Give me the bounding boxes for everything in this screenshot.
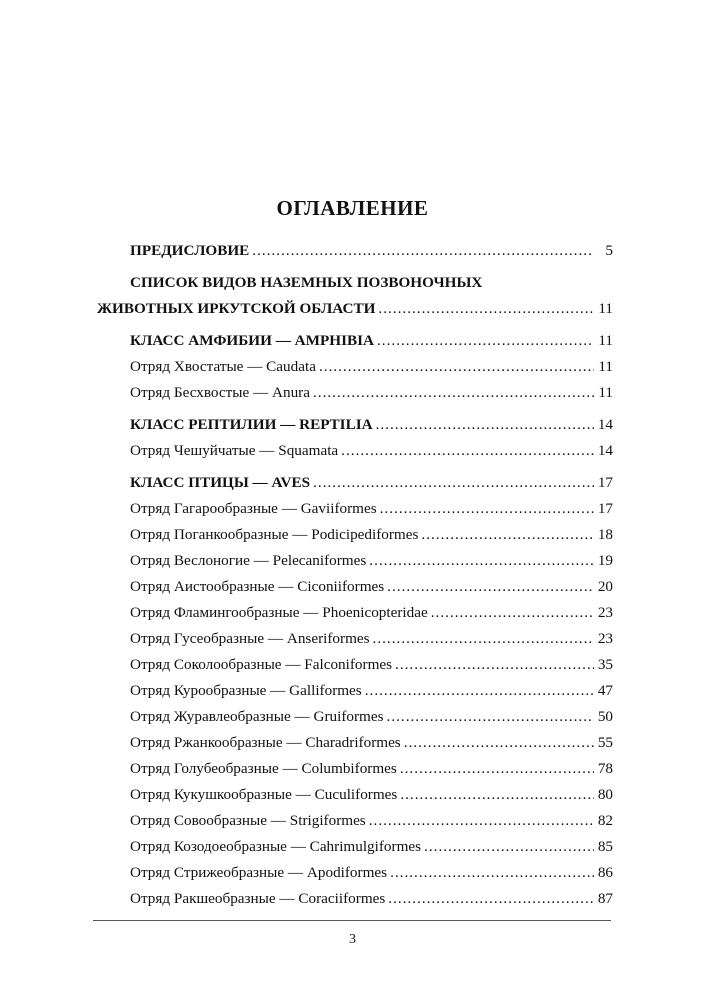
toc-entry-text: Отряд Поганкообразные — Podicipediformes — [130, 526, 419, 543]
toc-entry-text: Отряд Гусеобразные — Anseriformes — [130, 630, 370, 647]
dot-leader — [313, 470, 594, 496]
toc-page-number: 11 — [598, 358, 613, 375]
footer-divider — [93, 920, 611, 921]
toc-entry-text: Отряд Аистообразные — Ciconiiformes — [130, 578, 385, 595]
toc-entry-order[interactable] — [97, 626, 613, 652]
toc-entry-text: КЛАСС РЕПТИЛИИ — REPTILIA — [130, 416, 373, 433]
toc-entry-order[interactable] — [97, 886, 613, 912]
toc-entry-text: КЛАСС ПТИЦЫ — AVES — [130, 474, 311, 491]
toc-page-number: 5 — [605, 242, 613, 259]
dot-leader — [404, 730, 594, 756]
dot-leader — [319, 354, 594, 380]
dot-leader — [431, 600, 594, 626]
toc-entry-text: Отряд Ракшеобразные — Coraciiformes — [130, 890, 386, 907]
dot-leader — [400, 756, 594, 782]
dot-leader — [380, 496, 594, 522]
toc-page-number: 55 — [597, 734, 613, 751]
toc-entry-order[interactable] — [97, 354, 613, 380]
toc-page-number: 50 — [597, 708, 613, 725]
dot-leader — [388, 886, 594, 912]
toc-page-number: 47 — [597, 682, 613, 699]
toc-page-number: 23 — [597, 630, 613, 647]
toc-entry-order[interactable] — [97, 600, 613, 626]
dot-leader — [377, 328, 594, 354]
toc-entry-order[interactable] — [97, 438, 613, 464]
toc-entry-text: ПРЕДИСЛОВИЕ — [130, 242, 250, 259]
toc-page-number: 35 — [597, 656, 613, 673]
toc-entry-order[interactable] — [97, 652, 613, 678]
dot-leader — [421, 522, 594, 548]
toc-page-number: 11 — [598, 300, 613, 317]
dot-leader — [376, 412, 594, 438]
toc-page-number: 11 — [598, 332, 613, 349]
dot-leader — [341, 438, 594, 464]
toc-entry-text: КЛАСС АМФИБИИ — AMPHIBIA — [130, 332, 374, 349]
dot-leader — [390, 860, 594, 886]
dot-leader — [387, 704, 594, 730]
toc-entry-text: Отряд Кукушкообразные — Cuculiformes — [130, 786, 398, 803]
toc-entry-text: Отряд Курообразные — Galliformes — [130, 682, 362, 699]
toc-page-number: 17 — [597, 500, 613, 517]
toc-entry-text: Отряд Бесхвостые — Anura — [130, 384, 310, 401]
toc-entry-text: Отряд Веслоногие — Pelecaniformes — [130, 552, 367, 569]
toc-entry-species-list[interactable] — [97, 270, 613, 322]
dot-leader — [400, 782, 594, 808]
toc-entry-order[interactable] — [97, 522, 613, 548]
toc-page-number: 78 — [597, 760, 613, 777]
dot-leader — [369, 548, 594, 574]
toc-page-number: 18 — [597, 526, 613, 543]
toc-entry-class-amphibia[interactable] — [97, 328, 613, 354]
dot-leader — [387, 574, 594, 600]
toc-entry-text: Отряд Совообразные — Strigiformes — [130, 812, 366, 829]
toc-entry-order[interactable] — [97, 782, 613, 808]
toc-entry-order[interactable] — [97, 574, 613, 600]
toc-entry-order[interactable] — [97, 678, 613, 704]
toc-entry-order[interactable] — [97, 704, 613, 730]
dot-leader — [252, 238, 594, 264]
dot-leader — [373, 626, 594, 652]
toc-entry-text: Отряд Хвостатые — Caudata — [130, 358, 316, 375]
toc-page-number: 85 — [597, 838, 613, 855]
toc-entry-order[interactable] — [97, 808, 613, 834]
toc-page-number: 87 — [597, 890, 613, 907]
toc-entry-order[interactable] — [97, 548, 613, 574]
toc-entry-text: Отряд Фламингообразные — Phoenicopteridae — [130, 604, 428, 621]
toc-entry-order[interactable] — [97, 730, 613, 756]
toc-page-number: 19 — [597, 552, 613, 569]
dot-leader — [365, 678, 594, 704]
toc-entry-order[interactable] — [97, 496, 613, 522]
toc-page-number: 17 — [597, 474, 613, 491]
toc-entry-text: Отряд Журавлеобразные — Gruiformes — [130, 708, 384, 725]
dot-leader — [369, 808, 594, 834]
toc-page-number: 23 — [597, 604, 613, 621]
toc-page-number: 14 — [597, 442, 613, 459]
toc-entry-text: Отряд Стрижеобразные — Apodiformes — [130, 864, 388, 881]
dot-leader — [378, 296, 594, 322]
toc-page-number: 11 — [598, 384, 613, 401]
toc-entry-class-reptilia[interactable] — [97, 412, 613, 438]
toc-entry-order[interactable] — [97, 860, 613, 886]
toc-entry-preface[interactable] — [97, 238, 613, 264]
toc-page-number: 82 — [597, 812, 613, 829]
dot-leader — [424, 834, 594, 860]
toc-entry-order[interactable] — [97, 834, 613, 860]
toc-entry-text: Отряд Козодоеобразные — Cahrimulgiformes — [130, 838, 422, 855]
toc-entry-text-line1: СПИСОК ВИДОВ НАЗЕМНЫХ ПОЗВОНОЧНЫХ — [130, 274, 483, 291]
toc-entry-text: Отряд Голубеобразные — Columbiformes — [130, 760, 397, 777]
page-number: 3 — [349, 932, 356, 947]
toc-entry-text: Отряд Гагарообразные — Gaviiformes — [130, 500, 377, 517]
dot-leader — [395, 652, 594, 678]
toc-entry-text: Отряд Соколообразные — Falconiformes — [130, 656, 393, 673]
toc-entry-text: Отряд Чешуйчатые — Squamata — [130, 442, 339, 459]
toc-page-number: 80 — [597, 786, 613, 803]
toc-page-number: 14 — [597, 416, 613, 433]
page-title: ОГЛАВЛЕНИЕ — [276, 196, 429, 220]
toc-entry-row — [97, 296, 613, 322]
toc-page-number: 20 — [597, 578, 613, 595]
toc-entry-order[interactable] — [97, 380, 613, 406]
dot-leader — [313, 380, 594, 406]
toc-entry-text-line2: ЖИВОТНЫХ ИРКУТСКОЙ ОБЛАСТИ — [97, 300, 376, 317]
table-of-contents — [97, 238, 613, 912]
toc-entry-class-aves[interactable] — [97, 470, 613, 496]
toc-page-number: 86 — [597, 864, 613, 881]
toc-entry-text: Отряд Ржанкообразные — Charadriformes — [130, 734, 401, 751]
toc-entry-order[interactable] — [97, 756, 613, 782]
